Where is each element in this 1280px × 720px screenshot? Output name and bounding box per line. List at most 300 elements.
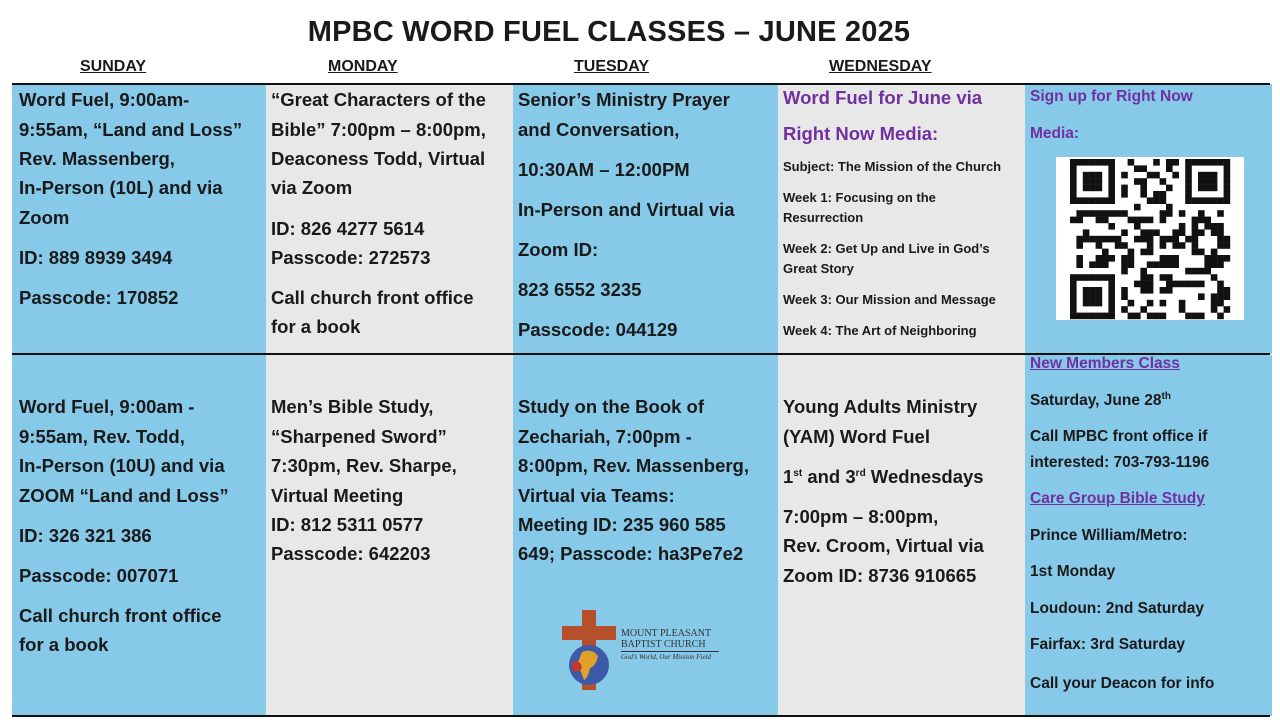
qr-module	[1192, 223, 1199, 230]
qr-module	[1153, 261, 1160, 268]
text-line: 1st Monday	[1030, 563, 1116, 580]
qr-module	[1083, 229, 1090, 236]
qr-module	[1224, 306, 1231, 313]
qr-module	[1108, 210, 1115, 217]
qr-module	[1070, 185, 1077, 192]
qr-module	[1224, 159, 1231, 166]
qr-module	[1147, 274, 1154, 281]
qr-module	[1089, 185, 1096, 192]
qr-module	[1217, 293, 1224, 300]
qr-module	[1147, 229, 1154, 236]
qr-module	[1217, 236, 1224, 243]
qr-module	[1140, 185, 1147, 192]
care-group-link[interactable]: Care Group Bible Study	[1030, 490, 1205, 507]
qr-module	[1198, 249, 1205, 256]
qr-code-image	[1056, 157, 1244, 320]
qr-module	[1185, 172, 1192, 179]
qr-module	[1108, 178, 1115, 185]
text-line: (YAM) Word Fuel	[783, 426, 930, 447]
qr-module	[1217, 313, 1224, 320]
qr-module	[1096, 274, 1103, 281]
qr-module	[1076, 255, 1083, 262]
qr-module	[1166, 165, 1173, 172]
qr-module	[1172, 281, 1179, 288]
qr-module	[1102, 313, 1109, 320]
qr-module	[1134, 236, 1141, 243]
text-line: Virtual Meeting	[271, 485, 404, 506]
qr-module	[1172, 159, 1179, 166]
qr-module	[1160, 300, 1167, 307]
text-part: Wednesdays	[865, 466, 984, 487]
qr-module	[1211, 293, 1218, 300]
qr-module	[1160, 191, 1167, 198]
qr-module	[1096, 242, 1103, 249]
qr-module	[1083, 274, 1090, 281]
qr-module	[1096, 172, 1103, 179]
qr-module	[1160, 210, 1167, 217]
text-part: Saturday, June 28	[1030, 392, 1162, 410]
qr-module	[1070, 300, 1077, 307]
qr-module	[1076, 159, 1083, 166]
text-part: and 3	[802, 466, 856, 487]
week-line: Resurrection	[783, 210, 864, 225]
qr-module	[1108, 274, 1115, 281]
passcode: Passcode: 170852	[19, 287, 179, 308]
qr-module	[1160, 313, 1167, 320]
qr-module	[1179, 229, 1186, 236]
qr-module	[1121, 293, 1128, 300]
qr-module	[1192, 249, 1199, 256]
subject: Subject: The Mission of the Church	[783, 159, 1002, 174]
qr-module	[1147, 313, 1154, 320]
qr-module	[1224, 178, 1231, 185]
superscript: rd	[855, 467, 866, 479]
qr-module	[1166, 210, 1173, 217]
text-line: and Conversation,	[518, 119, 680, 140]
qr-module	[1096, 287, 1103, 294]
passcode: Passcode: 642203	[271, 543, 431, 564]
qr-module	[1211, 185, 1218, 192]
qr-module	[1140, 281, 1147, 288]
qr-module	[1089, 197, 1096, 204]
qr-module	[1179, 242, 1186, 249]
qr-module	[1198, 197, 1205, 204]
qr-module	[1108, 223, 1115, 230]
qr-module	[1070, 178, 1077, 185]
qr-module	[1211, 261, 1218, 268]
qr-module	[1128, 217, 1135, 224]
qr-module	[1115, 236, 1122, 243]
qr-module	[1089, 172, 1096, 179]
top-rule	[12, 83, 1270, 85]
text-line: Call church front office	[19, 605, 222, 626]
text-line: 7:30pm, Rev. Sharpe,	[271, 455, 457, 476]
qr-module	[1096, 210, 1103, 217]
header-monday: MONDAY	[328, 58, 398, 75]
qr-module	[1153, 313, 1160, 320]
qr-module	[1211, 178, 1218, 185]
week-line: Week 3: Our Mission and Message	[783, 292, 996, 307]
qr-module	[1096, 255, 1103, 262]
text-line: 9:55am, “Land and Loss”	[19, 119, 243, 140]
superscript: th	[1161, 391, 1171, 402]
qr-module	[1140, 306, 1147, 313]
qr-module	[1076, 313, 1083, 320]
qr-module	[1070, 293, 1077, 300]
qr-module	[1160, 178, 1167, 185]
qr-module	[1147, 300, 1154, 307]
qr-module	[1083, 300, 1090, 307]
qr-module	[1204, 255, 1211, 262]
qr-module	[1128, 261, 1135, 268]
qr-module	[1160, 236, 1167, 243]
qr-module	[1076, 210, 1083, 217]
qr-module	[1204, 261, 1211, 268]
qr-module	[1198, 268, 1205, 275]
qr-module	[1096, 217, 1103, 224]
qr-module	[1083, 293, 1090, 300]
text-line: for a book	[19, 634, 109, 655]
qr-module	[1108, 300, 1115, 307]
qr-module	[1204, 172, 1211, 179]
qr-module	[1211, 223, 1218, 230]
qr-module	[1179, 223, 1186, 230]
text-line: Deaconess Todd, Virtual	[271, 148, 486, 169]
qr-module	[1102, 210, 1109, 217]
qr-module	[1070, 165, 1077, 172]
qr-module	[1070, 306, 1077, 313]
qr-module	[1217, 197, 1224, 204]
qr-module	[1198, 217, 1205, 224]
qr-module	[1121, 261, 1128, 268]
qr-module	[1128, 313, 1135, 320]
text-line: ZOOM “Land and Loss”	[19, 485, 229, 506]
qr-module	[1211, 229, 1218, 236]
qr-module	[1102, 249, 1109, 256]
qr-module	[1211, 306, 1218, 313]
qr-module	[1115, 210, 1122, 217]
qr-module	[1153, 229, 1160, 236]
qr-module	[1179, 210, 1186, 217]
qr-module	[1070, 172, 1077, 179]
qr-module	[1089, 261, 1096, 268]
qr-module	[1204, 217, 1211, 224]
qr-module	[1185, 197, 1192, 204]
qr-module	[1096, 197, 1103, 204]
qr-module	[1172, 261, 1179, 268]
qr-module	[1211, 249, 1218, 256]
meeting-id: ID: 326 321 386	[19, 525, 152, 546]
qr-module	[1089, 210, 1096, 217]
qr-module	[1089, 159, 1096, 166]
qr-module	[1192, 197, 1199, 204]
qr-module	[1147, 172, 1154, 179]
qr-module	[1076, 274, 1083, 281]
qr-module	[1108, 236, 1115, 243]
text-line: Call church front office	[271, 287, 474, 308]
bottom-rule	[12, 715, 1270, 717]
qr-module	[1089, 287, 1096, 294]
text-line: Zechariah, 7:00pm -	[518, 426, 692, 447]
text-line: Senior’s Ministry Prayer	[518, 89, 730, 110]
qr-module	[1108, 255, 1115, 262]
qr-code[interactable]	[1056, 157, 1244, 320]
qr-module	[1070, 287, 1077, 294]
qr-module	[1185, 281, 1192, 288]
qr-module	[1153, 191, 1160, 198]
qr-module	[1185, 191, 1192, 198]
qr-module	[1134, 223, 1141, 230]
text-line: Study on the Book of	[518, 396, 705, 417]
qr-module	[1198, 293, 1205, 300]
qr-module	[1198, 281, 1205, 288]
text-line: Word Fuel, 9:00am-	[19, 89, 190, 110]
qr-module	[1083, 197, 1090, 204]
qr-module	[1089, 300, 1096, 307]
qr-module	[1160, 217, 1167, 224]
saturday-date	[1030, 391, 1171, 410]
qr-module	[1083, 159, 1090, 166]
qr-module	[1134, 165, 1141, 172]
qr-module	[1185, 178, 1192, 185]
qr-module	[1224, 293, 1231, 300]
qr-module	[1076, 261, 1083, 268]
qr-module	[1172, 172, 1179, 179]
qr-module	[1147, 287, 1154, 294]
qr-module	[1108, 306, 1115, 313]
qr-module	[1147, 217, 1154, 224]
qr-module	[1160, 197, 1167, 204]
qr-module	[1083, 313, 1090, 320]
text-part: 1	[783, 466, 794, 487]
qr-module	[1102, 261, 1109, 268]
qr-module	[1192, 313, 1199, 320]
phone-line: interested: 703-793-1196	[1030, 454, 1210, 471]
qr-module	[1121, 287, 1128, 294]
text-line: In-Person (10L) and via	[19, 177, 223, 198]
qr-module	[1185, 268, 1192, 275]
qr-module	[1160, 255, 1167, 262]
qr-module	[1089, 274, 1096, 281]
qr-module	[1096, 159, 1103, 166]
week-line: Week 1: Focusing on the	[783, 190, 936, 205]
new-members-link[interactable]: New Members Class	[1030, 355, 1180, 372]
text-line: Fairfax: 3rd Saturday	[1030, 636, 1186, 653]
qr-module	[1096, 178, 1103, 185]
qr-module	[1083, 178, 1090, 185]
qr-module	[1185, 236, 1192, 243]
qr-module	[1217, 242, 1224, 249]
qr-module	[1192, 268, 1199, 275]
text-line: Bible” 7:00pm – 8:00pm,	[271, 119, 486, 140]
qr-module	[1217, 210, 1224, 217]
qr-module	[1108, 313, 1115, 320]
qr-module	[1198, 210, 1205, 217]
qr-module	[1140, 165, 1147, 172]
qr-module	[1070, 281, 1077, 288]
word-fuel-heading: Right Now Media:	[783, 123, 939, 144]
qr-module	[1192, 236, 1199, 243]
qr-module	[1198, 159, 1205, 166]
qr-module	[1147, 236, 1154, 243]
text-line: Call MPBC front office if	[1030, 428, 1208, 445]
qr-module	[1192, 229, 1199, 236]
qr-module	[1147, 249, 1154, 256]
qr-module	[1108, 165, 1115, 172]
text-line: 8:00pm, Rev. Massenberg,	[518, 455, 749, 476]
header-tuesday: TUESDAY	[574, 58, 649, 75]
qr-module	[1224, 165, 1231, 172]
qr-module	[1185, 165, 1192, 172]
qr-module	[1102, 217, 1109, 224]
qr-module	[1102, 236, 1109, 243]
qr-module	[1121, 268, 1128, 275]
text-line: Zoom	[19, 207, 70, 228]
qr-module	[1179, 300, 1186, 307]
qr-module	[1096, 236, 1103, 243]
signup-heading: Sign up for Right Now	[1030, 88, 1193, 105]
text-line: 7:00pm – 8:00pm,	[783, 506, 939, 527]
qr-module	[1096, 313, 1103, 320]
qr-module	[1121, 172, 1128, 179]
qr-module	[1217, 287, 1224, 294]
qr-module	[1172, 236, 1179, 243]
qr-module	[1102, 274, 1109, 281]
qr-module	[1217, 255, 1224, 262]
qr-module	[1153, 197, 1160, 204]
qr-module	[1140, 217, 1147, 224]
qr-module	[1134, 313, 1141, 320]
qr-module	[1204, 197, 1211, 204]
meeting-id: Zoom ID: 8736 910665	[783, 565, 977, 586]
text-line: Word Fuel, 9:00am -	[19, 396, 195, 417]
qr-module	[1211, 255, 1218, 262]
qr-module	[1121, 229, 1128, 236]
qr-module	[1108, 287, 1115, 294]
qr-module	[1070, 159, 1077, 166]
page-title: MPBC WORD FUEL CLASSES – JUNE 2025	[307, 16, 911, 48]
qr-module	[1224, 255, 1231, 262]
meeting-id: ID: 889 8939 3494	[19, 247, 173, 268]
passcode: Passcode: 272573	[271, 247, 431, 268]
qr-module	[1121, 185, 1128, 192]
passcode: Passcode: 044129	[518, 319, 678, 340]
qr-module	[1160, 274, 1167, 281]
qr-module	[1160, 242, 1167, 249]
passcode: Passcode: 007071	[19, 565, 179, 586]
qr-module	[1108, 281, 1115, 288]
qr-module	[1076, 242, 1083, 249]
qr-module	[1153, 159, 1160, 166]
qr-module	[1204, 185, 1211, 192]
qr-module	[1211, 197, 1218, 204]
qr-module	[1172, 255, 1179, 262]
qr-module	[1204, 178, 1211, 185]
schedule-line	[783, 466, 984, 488]
qr-module	[1121, 255, 1128, 262]
text-line: Zoom ID:	[518, 239, 599, 260]
church-logo	[560, 608, 730, 694]
qr-module	[1076, 236, 1083, 243]
text-line: Virtual via Teams:	[518, 485, 675, 506]
qr-module	[1172, 242, 1179, 249]
week-line: Week 2: Get Up and Live in God’s	[783, 241, 990, 256]
qr-module	[1179, 281, 1186, 288]
text-line: for a book	[271, 316, 361, 337]
qr-module	[1070, 191, 1077, 198]
qr-module	[1224, 172, 1231, 179]
qr-module	[1185, 313, 1192, 320]
qr-module	[1217, 223, 1224, 230]
qr-module	[1070, 197, 1077, 204]
qr-module	[1160, 287, 1167, 294]
text-line: In-Person and Virtual via	[518, 199, 735, 220]
text-line: 10:30AM – 12:00PM	[518, 159, 690, 180]
week-line: Week 4: The Art of Neighboring	[783, 323, 977, 338]
logo-name-line2: BAPTIST CHURCH	[621, 639, 706, 650]
text-line: “Great Characters of the	[271, 89, 486, 110]
qr-module	[1102, 197, 1109, 204]
qr-module	[1128, 159, 1135, 166]
qr-module	[1204, 223, 1211, 230]
qr-module	[1096, 185, 1103, 192]
qr-module	[1083, 185, 1090, 192]
qr-module	[1140, 229, 1147, 236]
qr-module	[1192, 217, 1199, 224]
qr-module	[1147, 281, 1154, 288]
meeting-id: ID: 812 5311 0577	[271, 514, 424, 535]
week-line: Great Story	[783, 261, 854, 276]
qr-module	[1192, 242, 1199, 249]
qr-module	[1070, 217, 1077, 224]
qr-module	[1166, 261, 1173, 268]
qr-module	[1166, 204, 1173, 211]
qr-module	[1108, 185, 1115, 192]
qr-module	[1198, 172, 1205, 179]
qr-module	[1224, 242, 1231, 249]
qr-module	[1204, 268, 1211, 275]
qr-module	[1070, 313, 1077, 320]
qr-module	[1089, 236, 1096, 243]
text-line: Men’s Bible Study,	[271, 396, 434, 417]
qr-module	[1121, 191, 1128, 198]
qr-module	[1166, 236, 1173, 243]
qr-module	[1076, 197, 1083, 204]
qr-module	[1217, 229, 1224, 236]
qr-module	[1108, 197, 1115, 204]
logo-name-line1: MOUNT PLEASANT	[621, 628, 712, 639]
qr-module	[1147, 197, 1154, 204]
qr-module	[1172, 229, 1179, 236]
qr-module	[1089, 313, 1096, 320]
qr-module	[1083, 236, 1090, 243]
qr-module	[1217, 159, 1224, 166]
qr-module	[1198, 229, 1205, 236]
qr-module	[1134, 217, 1141, 224]
header-wednesday: WEDNESDAY	[829, 58, 932, 75]
qr-module	[1128, 255, 1135, 262]
qr-module	[1211, 159, 1218, 166]
qr-module	[1076, 217, 1083, 224]
qr-module	[1108, 172, 1115, 179]
qr-module	[1089, 293, 1096, 300]
superscript: st	[793, 467, 803, 479]
qr-module	[1108, 191, 1115, 198]
qr-module	[1211, 172, 1218, 179]
qr-module	[1217, 261, 1224, 268]
qr-module	[1211, 300, 1218, 307]
qr-module	[1083, 210, 1090, 217]
